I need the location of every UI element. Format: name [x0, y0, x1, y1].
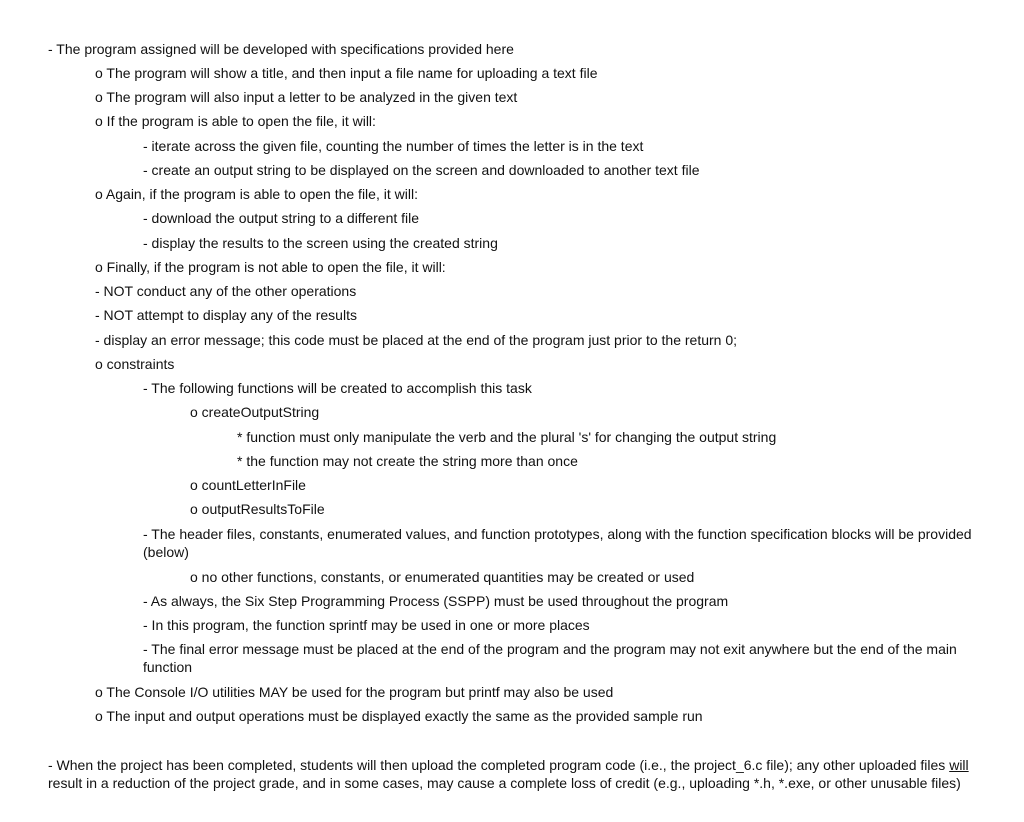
submission-text-after: result in a reduction of the project grade, and in some cases, may cause a complete loss of credit (e.g., uploading *.h, *.exe, or other unusable files): [48, 775, 961, 791]
spec-subitem-functions: - The following functions will be created to accomplish this task: [143, 380, 532, 396]
spec-item-again: o Again, if the program is able to open the file, it will:: [95, 186, 418, 202]
function-create-output-string: o createOutputString: [190, 404, 320, 420]
spec-item-not-conduct: - NOT conduct any of the other operations: [95, 283, 357, 299]
spec-item-not-display: - NOT attempt to display any of the results: [95, 307, 357, 323]
spec-item-console-io: o The Console I/O utilities MAY be used for the program but printf may also be used: [95, 684, 614, 700]
spec-subitem-sprintf: - In this program, the function sprintf may be used in one or more places: [143, 617, 590, 633]
spec-item-open-file: o If the program is able to open the file, it will:: [95, 113, 376, 129]
spec-item-title: o The program will show a title, and then input a file name for uploading a text file: [95, 65, 598, 81]
spec-subsubitem-no-other: o no other functions, constants, or enumerated quantities may be created or used: [190, 569, 695, 585]
spec-intro-line: - The program assigned will be developed with specifications provided here: [48, 41, 514, 57]
spec-item-io-sample: o The input and output operations must be displayed exactly the same as the provided sample run: [95, 708, 703, 724]
function-note-verb: * function must only manipulate the verb and the plural 's' for changing the output string: [237, 429, 777, 445]
function-output-results: o outputResultsToFile: [190, 501, 325, 517]
submission-paragraph: [48, 756, 988, 792]
spec-item-letter: o The program will also input a letter to be analyzed in the given text: [95, 89, 518, 105]
spec-subitem-create-string: - create an output string to be displayed on the screen and downloaded to another text file: [143, 162, 700, 178]
spec-subitem-final-error: - The final error message must be placed at the end of the program and the program may not exit anywhere but the end of the main function: [143, 641, 957, 675]
submission-text-underlined: will: [949, 757, 969, 773]
spec-item-constraints: o constraints: [95, 356, 175, 372]
function-note-once: * the function may not create the string more than once: [237, 453, 578, 469]
function-count-letter: o countLetterInFile: [190, 477, 306, 493]
spec-subitem-display: - display the results to the screen using the created string: [143, 235, 498, 251]
spec-item-error-message: - display an error message; this code must be placed at the end of the program just prior to the return 0;: [95, 332, 738, 348]
spec-subitem-download: - download the output string to a different file: [143, 210, 420, 226]
spec-subitem-iterate: - iterate across the given file, counting the number of times the letter is in the text: [143, 138, 644, 154]
spec-subitem-sspp: - As always, the Six Step Programming Process (SSPP) must be used throughout the program: [143, 593, 729, 609]
spec-item-finally: o Finally, if the program is not able to open the file, it will:: [95, 259, 446, 275]
spec-subitem-header-files: - The header files, constants, enumerated values, and function prototypes, along with the function specification blocks will be provided (below): [143, 526, 972, 560]
submission-text-before: - When the project has been completed, students will then upload the completed program code (i.e., the project_6.c file); any other uploaded files: [48, 757, 950, 773]
